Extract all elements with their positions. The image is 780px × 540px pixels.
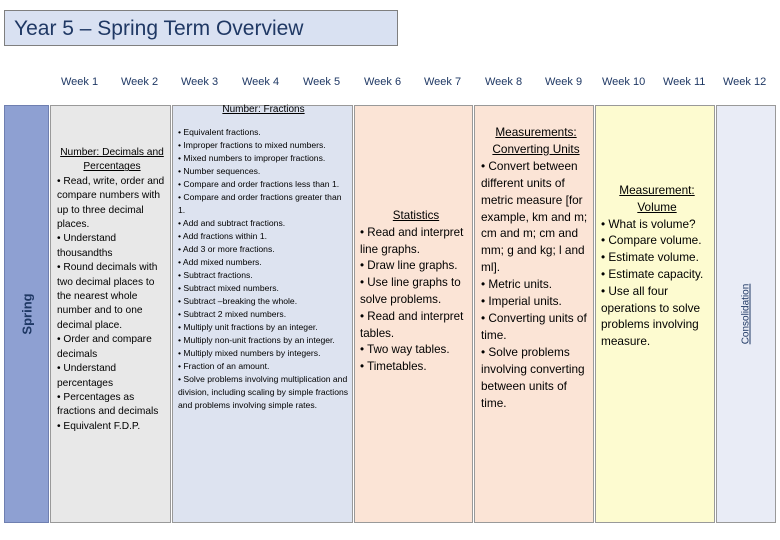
- decimals-item: • Read, write, order and compare numbers with up to three decimal places.: [57, 175, 165, 231]
- fractions-item: • Subtract 2 mixed numbers.: [178, 309, 287, 319]
- fractions-item: • Add mixed numbers.: [178, 257, 262, 267]
- statistics-item: • Read and interpret tables.: [360, 309, 464, 340]
- fractions-item: • Mixed numbers to improper fractions.: [178, 153, 326, 163]
- volume-item: • Estimate volume.: [601, 250, 699, 265]
- fractions-list: [178, 126, 350, 412]
- fractions-block: [172, 105, 353, 523]
- decimals-list: [57, 175, 167, 434]
- fractions-item: • Subtract mixed numbers.: [178, 283, 279, 293]
- fractions-item: • Fraction of an amount.: [178, 361, 270, 371]
- volume-item: • Use all four operations to solve problems involving measure.: [601, 283, 701, 349]
- statistics-heading: Statistics: [392, 209, 440, 222]
- decimals-heading: Number: Decimals and Percentages: [60, 147, 164, 173]
- week-3-label: Week 3: [181, 76, 219, 88]
- volume-item: • Estimate capacity.: [601, 266, 704, 281]
- fractions-item: • Improper fractions to mixed numbers.: [178, 140, 326, 150]
- week-5-label: Week 5: [303, 76, 341, 88]
- statistics-item: • Timetables.: [360, 360, 427, 374]
- decimals-item: • Percentages as fractions and decimals: [57, 391, 159, 418]
- consolidation-label: Consolidation: [740, 283, 752, 345]
- decimals-item: • Understand percentages: [57, 363, 117, 389]
- decimals-block: [50, 105, 171, 523]
- week-6-label: Week 6: [364, 76, 402, 88]
- consolidation-block: [716, 105, 776, 523]
- term-label: Spring: [19, 293, 34, 335]
- week-10-label: Week 10: [602, 76, 646, 88]
- fractions-heading: Number: Fractions: [222, 104, 305, 115]
- page-title: Year 5 – Spring Term Overview: [14, 17, 304, 40]
- fractions-item: • Subtract –breaking the whole.: [178, 296, 298, 306]
- week-7-label: Week 7: [424, 76, 462, 88]
- volume-item: • Compare volume.: [601, 233, 702, 248]
- fractions-item: • Add and subtract fractions.: [178, 218, 286, 228]
- week-8-label: Week 8: [485, 76, 523, 88]
- volume-heading: Measurement: Volume: [619, 183, 695, 214]
- fractions-item: • Number sequences.: [178, 166, 261, 176]
- fractions-item: • Compare and order fractions greater than 1.: [178, 192, 342, 215]
- converting-item: • Solve problems involving converting between units of time.: [481, 344, 585, 410]
- fractions-item: • Add 3 or more fractions.: [178, 244, 275, 254]
- fractions-item: • Multiply unit fractions by an integer.: [178, 322, 318, 332]
- converting-item: • Metric units.: [481, 277, 552, 292]
- fractions-item: • Multiply non-unit fractions by an integer.: [178, 335, 335, 345]
- fractions-item: • Solve problems involving multiplication and division, including scaling by simple fractions and problems involving simple rates.: [178, 374, 349, 410]
- decimals-item: • Order and compare decimals: [57, 334, 152, 360]
- fractions-item: • Add fractions within 1.: [178, 231, 267, 241]
- converting-item: • Converting units of time.: [481, 310, 587, 342]
- converting-item: • Imperial units.: [481, 294, 562, 309]
- decimals-item: • Equivalent F.D.P.: [57, 420, 141, 432]
- converting-block: [474, 105, 594, 523]
- fractions-item: • Multiply mixed numbers by integers.: [178, 348, 321, 358]
- fractions-item: • Compare and order fractions less than 1.: [178, 179, 340, 189]
- fractions-item: • Equivalent fractions.: [178, 127, 261, 137]
- statistics-block: [354, 105, 473, 523]
- week-4-label: Week 4: [242, 76, 280, 88]
- volume-block: [595, 105, 715, 523]
- week-1-label: Week 1: [61, 76, 99, 88]
- converting-list: [481, 158, 591, 412]
- decimals-item: • Round decimals with two decimal places to the nearest whole number and to one decimal place.: [57, 262, 158, 331]
- statistics-item: • Use line graphs to solve problems.: [360, 276, 461, 306]
- week-9-label: Week 9: [545, 76, 583, 88]
- statistics-item: • Read and interpret line graphs.: [360, 225, 464, 256]
- converting-item: • Convert between different units of metric measure [for example, km and m; cm and m; cm and mm; g and kg; l and ml].: [481, 158, 588, 275]
- statistics-item: • Two way tables.: [360, 343, 450, 357]
- week-12-label: Week 12: [723, 76, 767, 88]
- week-2-label: Week 2: [121, 76, 159, 88]
- statistics-item: • Draw line graphs.: [360, 259, 458, 273]
- term-tab: [4, 105, 49, 523]
- volume-item: • What is volume?: [601, 216, 696, 231]
- volume-list: [601, 216, 713, 350]
- decimals-item: • Understand thousandths: [57, 233, 117, 259]
- week-11-label: Week 11: [663, 76, 706, 88]
- converting-heading: Measurements: Converting Units: [492, 125, 580, 156]
- title-banner: [4, 10, 398, 46]
- statistics-list: [360, 225, 472, 376]
- fractions-item: • Subtract fractions.: [178, 270, 253, 280]
